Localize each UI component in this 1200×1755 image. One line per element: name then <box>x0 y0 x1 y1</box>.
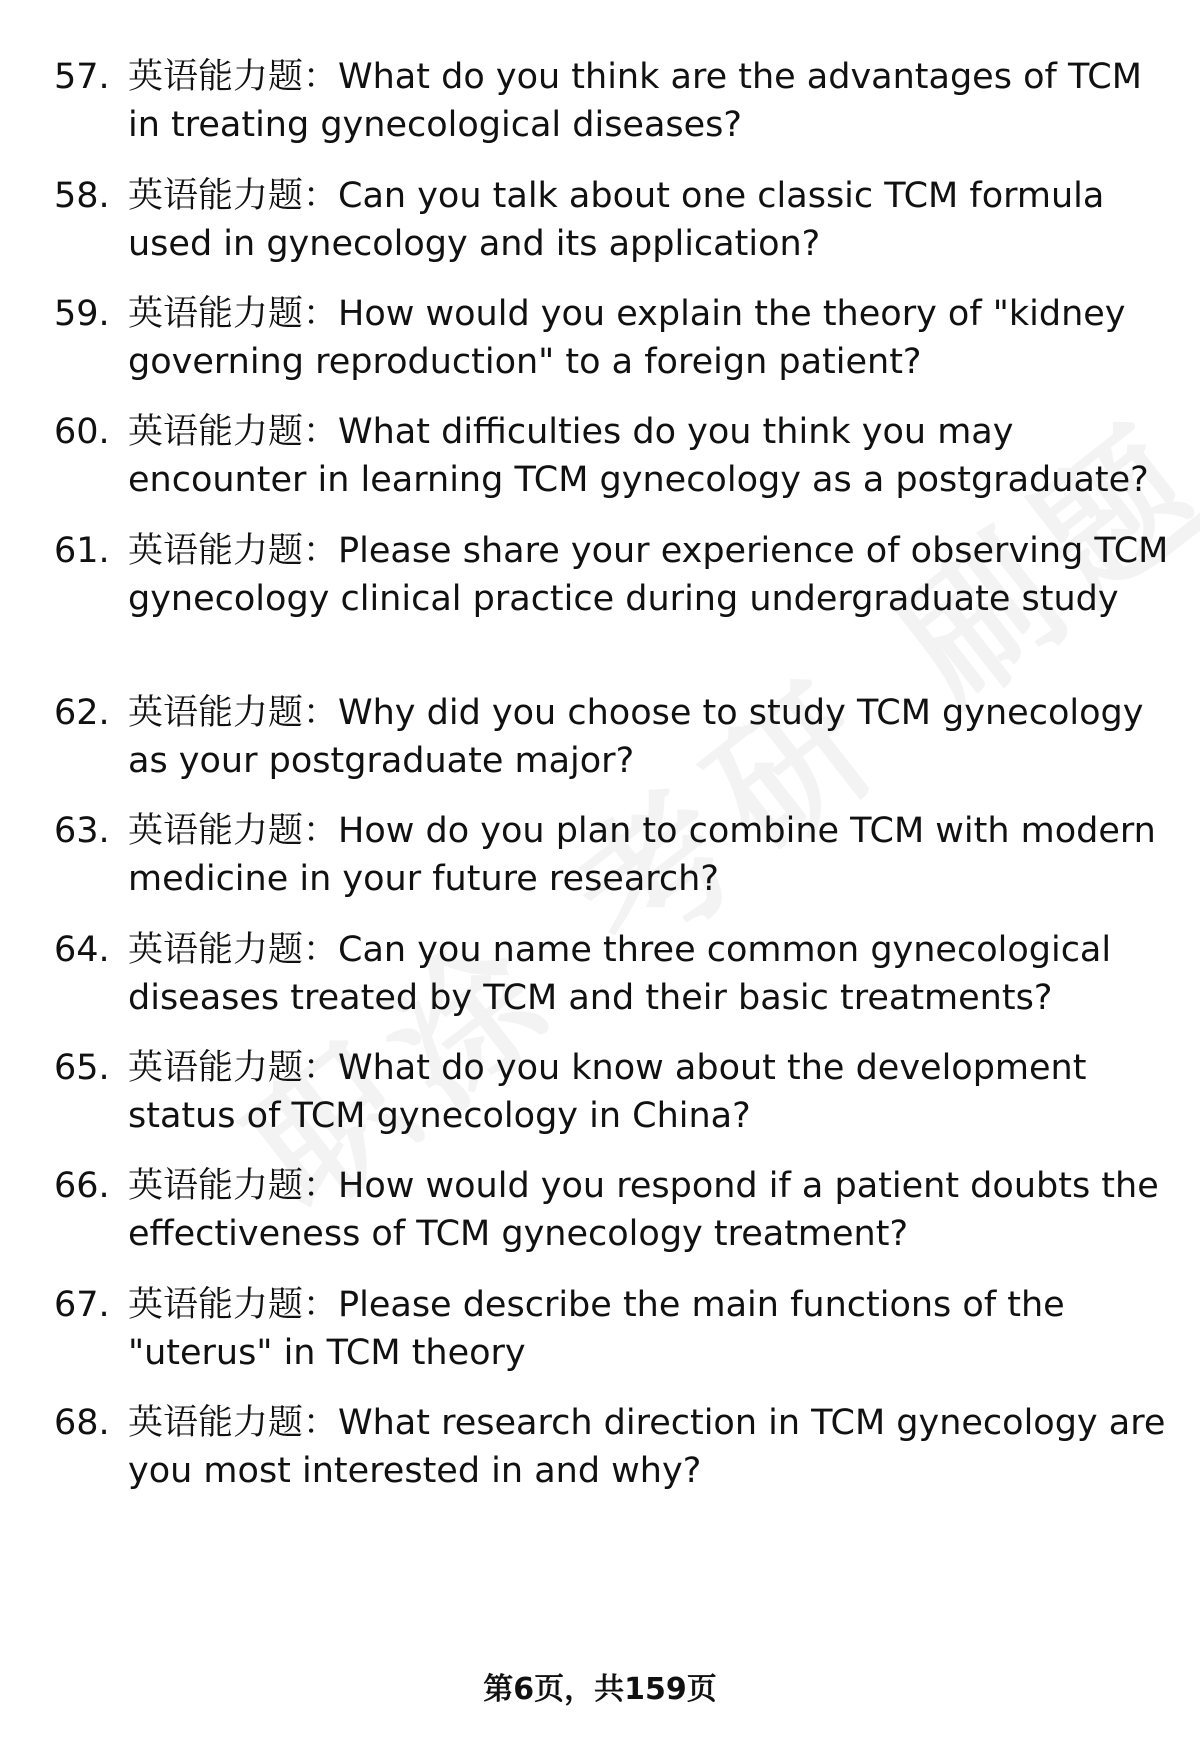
question-text: Please share your experience of observing TCM gynecology clinical practice during undergraduate study <box>128 531 1169 619</box>
question-body <box>128 1162 1173 1258</box>
question-tag: 英语能力题： <box>128 57 339 97</box>
question-tag: 英语能力题： <box>128 930 339 970</box>
question-text: What do you know about the development status of TCM gynecology in China? <box>128 1048 1087 1136</box>
question-number: 66. <box>54 1166 110 1206</box>
question-tag: 英语能力题： <box>128 412 339 452</box>
question-tag: 英语能力题： <box>128 693 339 733</box>
question-text: How would you respond if a patient doubts the effectiveness of TCM gynecology treatment? <box>128 1166 1159 1254</box>
question-tag: 英语能力题： <box>128 1285 339 1325</box>
question-body <box>128 1399 1173 1495</box>
question-number: 59. <box>54 294 110 334</box>
question-number: 58. <box>54 176 110 216</box>
question-text: Can you talk about one classic TCM formula used in gynecology and its application? <box>128 176 1105 264</box>
question-number: 63. <box>54 811 110 851</box>
question-body <box>128 172 1173 268</box>
question-number: 65. <box>54 1048 110 1088</box>
question-tag: 英语能力题： <box>128 176 339 216</box>
question-body <box>128 926 1173 1022</box>
question-number: 57. <box>54 57 110 97</box>
question-body <box>128 807 1173 903</box>
question-text: What research direction in TCM gynecology are you most interested in and why? <box>128 1403 1166 1491</box>
question-number: 67. <box>54 1285 110 1325</box>
question-text: Why did you choose to study TCM gynecology as your postgraduate major? <box>128 693 1144 781</box>
question-body <box>128 689 1173 785</box>
question-tag: 英语能力题： <box>128 294 339 334</box>
question-tag: 英语能力题： <box>128 1048 339 1088</box>
question-text: Please describe the main functions of the "uterus" in TCM theory <box>128 1285 1065 1373</box>
question-number: 64. <box>54 930 110 970</box>
question-number: 68. <box>54 1403 110 1443</box>
question-tag: 英语能力题： <box>128 811 339 851</box>
question-body <box>128 527 1173 623</box>
question-number: 60. <box>54 412 110 452</box>
question-body <box>128 53 1173 149</box>
question-text: How would you explain the theory of "kidney governing reproduction" to a foreign patient? <box>128 294 1126 382</box>
page-indicator: 第6页，共159页 <box>483 1672 717 1707</box>
question-tag: 英语能力题： <box>128 1403 339 1443</box>
question-text: What do you think are the advantages of TCM in treating gynecological diseases? <box>128 57 1142 145</box>
question-text: Can you name three common gynecological diseases treated by TCM and their basic treatments? <box>128 930 1112 1018</box>
question-body <box>128 1044 1173 1140</box>
question-text: What difficulties do you think you may encounter in learning TCM gynecology as a postgraduate? <box>128 412 1149 500</box>
question-number: 61. <box>54 531 110 571</box>
question-number: 62. <box>54 693 110 733</box>
question-body <box>128 1281 1173 1377</box>
question-tag: 英语能力题： <box>128 1166 339 1206</box>
question-body <box>128 290 1173 386</box>
question-tag: 英语能力题： <box>128 531 339 571</box>
question-text: How do you plan to combine TCM with modern medicine in your future research? <box>128 811 1156 899</box>
question-body <box>128 408 1173 504</box>
